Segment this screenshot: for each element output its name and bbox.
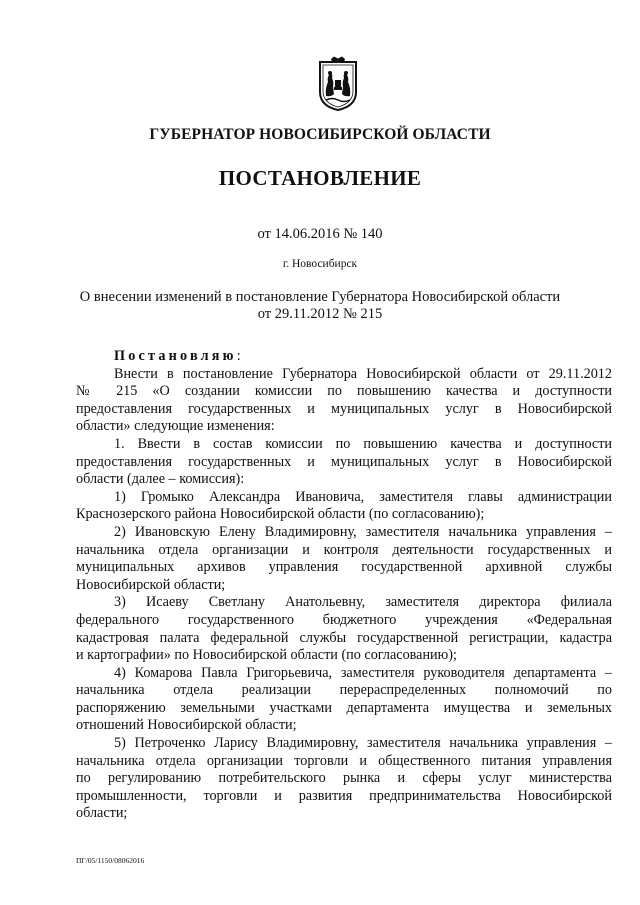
body-line: по регулированию потребительского рынка и сферы услуг министерства <box>76 770 612 787</box>
body-line: области (далее – комиссия): <box>76 471 245 488</box>
body-line: муниципальных архивов управления государственной архивной службы <box>76 559 612 576</box>
body-line: промышленности, торговли и развития предпринимательства Новосибирской <box>76 787 612 804</box>
document-city: г. Новосибирск <box>282 258 358 270</box>
body-line: кадастровая палата федеральной службы государственной регистрации, кадастра <box>76 629 612 646</box>
body-line: 5) Петроченко Ларису Владимировну, заместителя начальника управления – <box>114 735 612 752</box>
coat-of-arms-icon <box>316 56 360 112</box>
decree-word: Постановляю <box>114 348 237 364</box>
body-line: области» следующие изменения: <box>76 418 275 435</box>
decree-heading <box>76 348 612 366</box>
body-line: 2) Ивановскую Елену Владимировну, заместителя начальника управления – <box>114 523 612 540</box>
body-line: отношений Новосибирской области; <box>76 717 297 734</box>
body-line: распоряжению земельными участками департамента имущества и земельных <box>76 699 612 716</box>
body-line: начальника отдела организации и контроля деятельности государственных и <box>76 541 612 558</box>
document-body <box>76 348 612 823</box>
body-line: Новосибирской области; <box>76 576 226 593</box>
body-line: Внести в постановление Губернатора Новосибирской области от 29.11.2012 <box>114 365 612 382</box>
body-line: 1. Ввести в состав комиссии по повышению качества и доступности <box>114 435 612 452</box>
document-title-line: от 29.11.2012 № 215 <box>257 306 383 322</box>
authority-title: ГУБЕРНАТОР НОВОСИБИРСКОЙ ОБЛАСТИ <box>149 126 491 143</box>
body-line: № 215 «О создании комиссии по повышению качества и доступности <box>76 383 612 400</box>
body-line: предоставления государственных и муниципальных услуг в Новосибирской <box>76 400 612 417</box>
footer-code: ПГ/05/1150/08062016 <box>76 856 145 865</box>
decree-colon: : <box>236 348 241 364</box>
document-date-number: от 14.06.2016 № 140 <box>257 226 383 242</box>
document-title-line: О внесении изменений в постановление Губернатора Новосибирской области <box>79 289 561 305</box>
body-line: начальника отдела организации торговли и общественного питания управления <box>76 752 612 769</box>
body-line: предоставления государственных и муниципальных услуг в Новосибирской <box>76 453 612 470</box>
body-line: федерального государственного бюджетного учреждения «Федеральная <box>76 611 612 628</box>
body-line: Краснозерского района Новосибирской области (по согласованию); <box>76 506 485 523</box>
body-line: и картографии» по Новосибирской области (по согласованию); <box>76 647 457 664</box>
body-line: начальника отдела реализации перераспределенных полномочий по <box>76 682 612 699</box>
body-line: 4) Комарова Павла Григорьевича, заместителя руководителя департамента – <box>114 664 612 681</box>
body-line: 3) Исаеву Светлану Анатольевну, заместителя директора филиала <box>114 594 612 611</box>
body-line: области; <box>76 805 128 822</box>
document-type: ПОСТАНОВЛЕНИЕ <box>218 166 422 190</box>
body-line: 1) Громыко Александра Ивановича, заместителя главы администрации <box>114 488 612 505</box>
